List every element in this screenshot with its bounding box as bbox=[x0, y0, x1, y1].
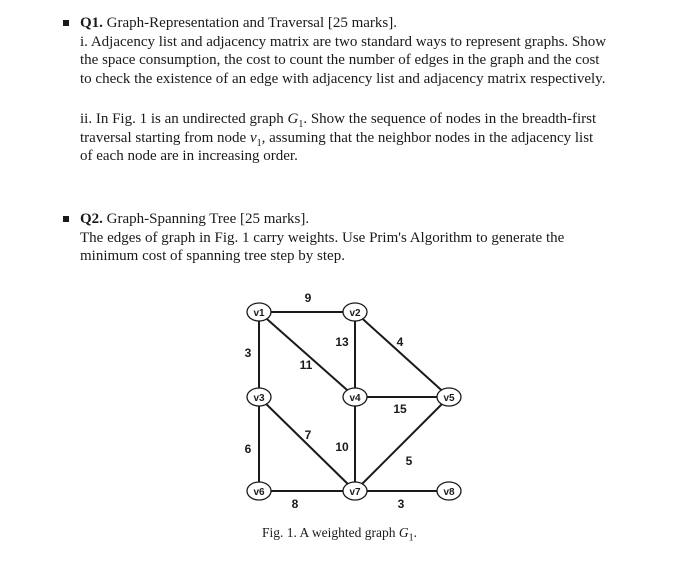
q2-title bbox=[80, 210, 644, 229]
weight-v4-v5: 15 bbox=[393, 402, 407, 416]
q2-line-2: minimum cost of spanning tree step by step. bbox=[80, 248, 345, 264]
weight-v5-v7: 5 bbox=[405, 454, 413, 468]
q1-part-ii-line-3: of each node are in increasing order. bbox=[80, 148, 298, 164]
weight-v3-v6: 6 bbox=[244, 442, 252, 456]
q2-title-text: Graph-Spanning Tree [25 marks]. bbox=[102, 211, 310, 227]
bullet-icon bbox=[63, 216, 69, 222]
weight-v1-v2: 9 bbox=[304, 291, 312, 305]
q2-line-1: The edges of graph in Fig. 1 carry weights. Use Prim's Algorithm to generate the bbox=[80, 229, 565, 246]
q1-part-ii-text: , assuming that the neighbor nodes in the adjacency list bbox=[261, 129, 594, 146]
q1-part-ii-line-1 bbox=[80, 110, 644, 129]
q1-title-text: Graph-Representation and Traversal [25 marks]. bbox=[102, 15, 398, 31]
weighted-graph-figure bbox=[220, 290, 480, 515]
node-symbol: v bbox=[249, 129, 257, 146]
weight-v6-v7: 8 bbox=[291, 497, 299, 511]
weight-v1-v4: 11 bbox=[299, 358, 313, 372]
question-2 bbox=[64, 210, 644, 266]
caption-text: Fig. 1. A weighted graph bbox=[262, 525, 399, 540]
graph-symbol: G bbox=[287, 111, 299, 127]
node-label-v5: v5 bbox=[443, 393, 455, 404]
node-subscript: 1 bbox=[256, 137, 262, 149]
q1-part-ii-line-2 bbox=[80, 129, 644, 148]
node-label-v3: v3 bbox=[253, 393, 265, 404]
q1-part-ii-text: . Show the sequence of nodes in the breadth-first bbox=[303, 111, 597, 127]
edge-v2-v5 bbox=[355, 312, 449, 397]
node-label-v2: v2 bbox=[349, 308, 361, 319]
node-label-v4: v4 bbox=[349, 393, 361, 404]
caption-graph-symbol: G bbox=[398, 525, 409, 540]
weight-v3-v7: 7 bbox=[304, 428, 312, 442]
q1-part-ii-text: traversal starting from node bbox=[80, 129, 250, 146]
graph-svg bbox=[220, 290, 480, 515]
weight-v2-v4: 13 bbox=[335, 335, 349, 349]
q1-part-i-line-1: i. Adjacency list and adjacency matrix are two standard ways to represent graphs. Show bbox=[80, 33, 607, 50]
graph-subscript: 1 bbox=[298, 119, 304, 130]
q1-part-ii-text: ii. In Fig. 1 is an undirected graph bbox=[80, 111, 288, 127]
q1-part-i-line-2: the space consumption, the cost to count the number of edges in the graph and the cost bbox=[80, 52, 600, 68]
caption-graph-subscript: 1 bbox=[408, 532, 414, 544]
edge-v1-v4 bbox=[259, 312, 355, 397]
node-label-v7: v7 bbox=[349, 487, 361, 498]
weight-v2-v5: 4 bbox=[396, 335, 404, 349]
weight-v1-v3: 3 bbox=[244, 346, 252, 360]
weight-v7-v8: 3 bbox=[397, 497, 405, 511]
node-label-v6: v6 bbox=[253, 487, 265, 498]
question-1 bbox=[64, 14, 644, 166]
weight-v4-v7: 10 bbox=[335, 440, 349, 454]
caption-period: . bbox=[413, 525, 417, 540]
bullet-icon bbox=[63, 20, 69, 26]
node-label-v1: v1 bbox=[253, 308, 265, 319]
q1-title bbox=[80, 14, 644, 33]
node-label-v8: v8 bbox=[443, 487, 455, 498]
q1-number: Q1. bbox=[80, 15, 103, 31]
figure-caption bbox=[262, 525, 417, 544]
q1-part-i-line-3: to check the existence of an edge with adjacency list and adjacency matrix respectively. bbox=[80, 70, 606, 87]
q2-number: Q2. bbox=[80, 211, 103, 227]
